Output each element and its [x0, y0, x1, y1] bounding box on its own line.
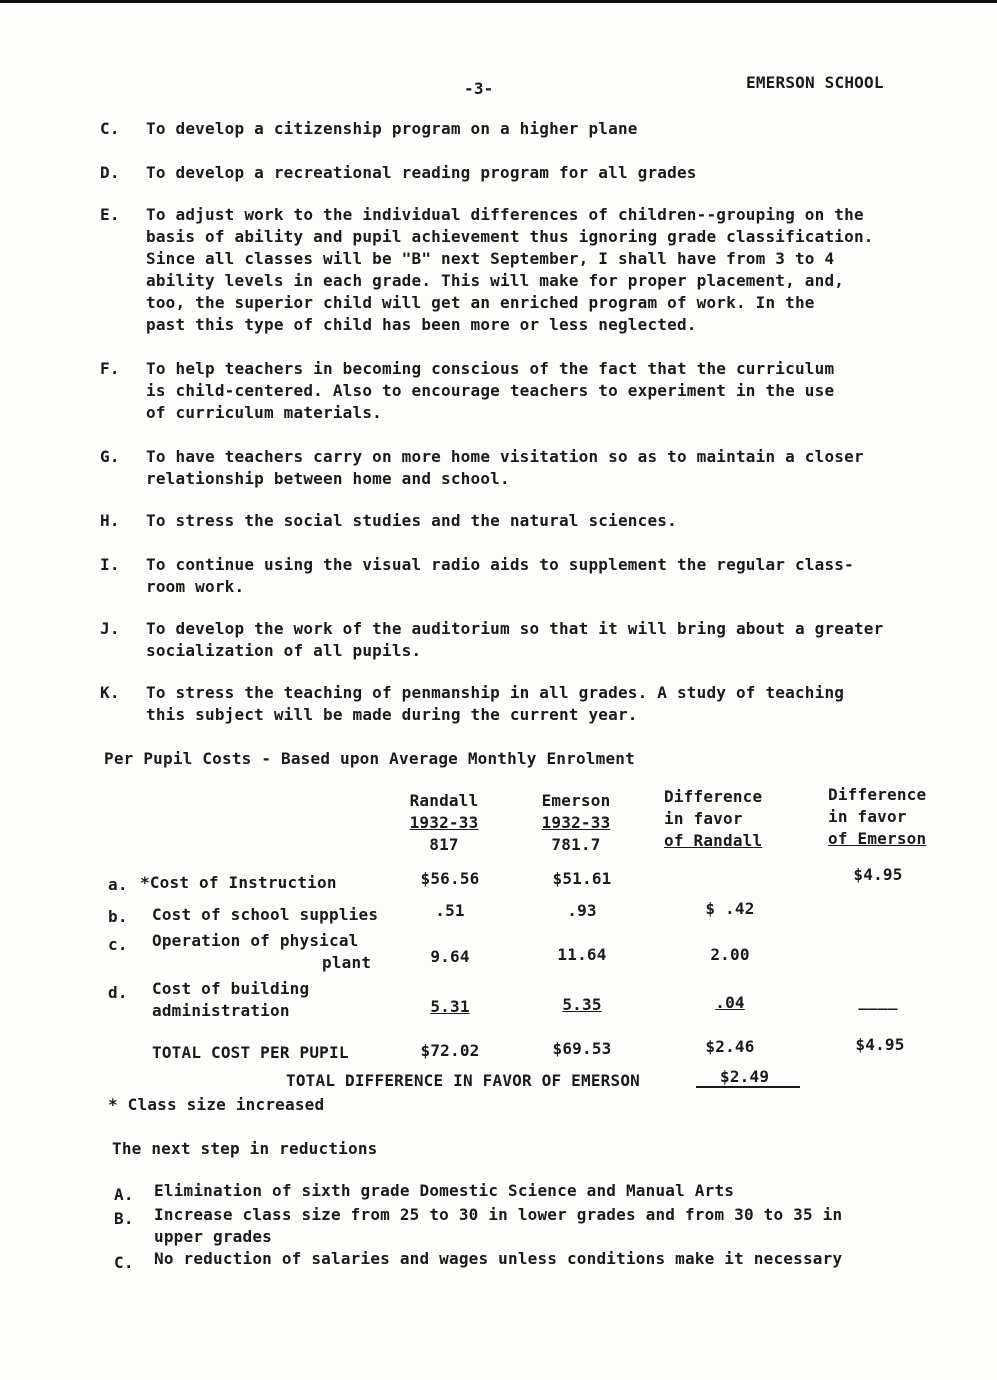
column-header-line: 1932-33: [409, 813, 479, 832]
item-text: To develop a recreational reading program for all grades: [146, 163, 697, 182]
reduction-text: No reduction of salaries and wages unless conditions make it necessary: [154, 1249, 843, 1268]
total-emerson: $69.53: [552, 1039, 612, 1058]
reduction-letter: B.: [114, 1209, 134, 1228]
reduction-text-continued: upper grades: [154, 1227, 272, 1246]
column-header-line: Randall: [409, 791, 479, 810]
reduction-letter: C.: [114, 1253, 134, 1272]
cell-randall: $56.56: [420, 869, 480, 888]
cell-diff-randall: $ .42: [705, 899, 755, 918]
item-text: Since all classes will be "B" next September, I shall have from 3 to 4: [146, 249, 835, 268]
row-letter: a.: [108, 875, 128, 894]
item-text: room work.: [146, 577, 245, 596]
column-header-line: of Emerson: [828, 829, 927, 848]
item-letter: J.: [100, 619, 120, 638]
item-letter: F.: [100, 359, 120, 378]
column-header-line: 817: [429, 835, 459, 854]
item-letter: H.: [100, 511, 120, 530]
column-header-line: 1932-33: [541, 813, 611, 832]
row-letter: d.: [108, 983, 128, 1002]
item-text: To continue using the visual radio aids to supplement the regular class-: [146, 555, 854, 574]
footnote: * Class size increased: [108, 1095, 325, 1114]
item-letter: E.: [100, 205, 120, 224]
page-number: -3-: [464, 79, 494, 98]
reductions-heading: The next step in reductions: [112, 1139, 378, 1158]
column-header-line: of Randall: [664, 831, 763, 850]
total-difference-value: $2.49: [720, 1067, 770, 1086]
school-name: EMERSON SCHOOL: [746, 73, 884, 92]
cell-emerson: 5.35: [562, 995, 602, 1014]
item-text: To stress the teaching of penmanship in all grades. A study of teaching: [146, 683, 845, 702]
column-header-line: in favor: [828, 807, 907, 826]
item-text: basis of ability and pupil achievement thus ignoring grade classification.: [146, 227, 874, 246]
item-text: To stress the social studies and the natural sciences.: [146, 511, 677, 530]
cell-randall: 9.64: [430, 947, 470, 966]
item-text: To adjust work to the individual differences of children--grouping on the: [146, 205, 864, 224]
cell-randall: 5.31: [430, 997, 470, 1016]
item-text: too, the superior child will get an enriched program of work. In the: [146, 293, 815, 312]
column-header-diff-emerson: [828, 784, 958, 850]
cell-emerson: 11.64: [557, 945, 607, 964]
row-letter: c.: [108, 935, 128, 954]
row-letter: b.: [108, 907, 128, 926]
cell-randall: .51: [435, 901, 465, 920]
total-difference-label: TOTAL DIFFERENCE IN FAVOR OF EMERSON: [286, 1071, 640, 1090]
item-letter: K.: [100, 683, 120, 702]
total-diff-emerson: $4.95: [855, 1035, 905, 1054]
top-border: [0, 0, 997, 3]
cell-diff-randall: .04: [715, 993, 745, 1012]
item-text: socialization of all pupils.: [146, 641, 422, 660]
item-text: To have teachers carry on more home visitation so as to maintain a closer: [146, 447, 864, 466]
item-text: relationship between home and school.: [146, 469, 510, 488]
column-header-emerson: [520, 790, 632, 856]
total-randall: $72.02: [420, 1041, 480, 1060]
item-letter: G.: [100, 447, 120, 466]
item-letter: C.: [100, 119, 120, 138]
item-text: of curriculum materials.: [146, 403, 382, 422]
item-letter: I.: [100, 555, 120, 574]
cell-emerson: $51.61: [552, 869, 612, 888]
reduction-text: Increase class size from 25 to 30 in lower grades and from 30 to 35 in: [154, 1205, 843, 1224]
row-label: Cost of building: [152, 979, 310, 998]
column-header-line: Emerson: [541, 791, 611, 810]
item-text: To develop the work of the auditorium so that it will bring about a greater: [146, 619, 884, 638]
reduction-text: Elimination of sixth grade Domestic Science and Manual Arts: [154, 1181, 735, 1200]
row-label: *Cost of Instruction: [140, 873, 337, 892]
item-text: To develop a citizenship program on a higher plane: [146, 119, 638, 138]
cell-emerson: .93: [567, 901, 597, 920]
column-header-line: 781.7: [551, 835, 601, 854]
item-text: this subject will be made during the current year.: [146, 705, 638, 724]
row-label-continued: plant: [322, 953, 372, 972]
item-text: ability levels in each grade. This will make for proper placement, and,: [146, 271, 845, 290]
total-diff-randall: $2.46: [705, 1037, 755, 1056]
costs-heading: Per Pupil Costs - Based upon Average Monthly Enrolment: [104, 749, 635, 768]
column-header-line: in favor: [664, 809, 743, 828]
column-header-line: Difference: [828, 785, 927, 804]
total-row-label: TOTAL COST PER PUPIL: [152, 1043, 349, 1062]
row-label-continued: administration: [152, 1001, 290, 1020]
column-header-diff-randall: [664, 786, 794, 852]
item-text: To help teachers in becoming conscious of the fact that the curriculum: [146, 359, 835, 378]
reduction-letter: A.: [114, 1185, 134, 1204]
cell-diff-randall: 2.00: [710, 945, 750, 964]
item-text: past this type of child has been more or less neglected.: [146, 315, 697, 334]
total-difference-underline: [696, 1086, 800, 1088]
cell-diff-emerson: $4.95: [853, 865, 903, 884]
item-letter: D.: [100, 163, 120, 182]
column-header-randall: [388, 790, 500, 856]
item-text: is child-centered. Also to encourage teachers to experiment in the use: [146, 381, 835, 400]
cell-diff-emerson: ____: [858, 991, 898, 1010]
row-label: Cost of school supplies: [152, 905, 379, 924]
row-label: Operation of physical: [152, 931, 359, 950]
column-header-line: Difference: [664, 787, 763, 806]
